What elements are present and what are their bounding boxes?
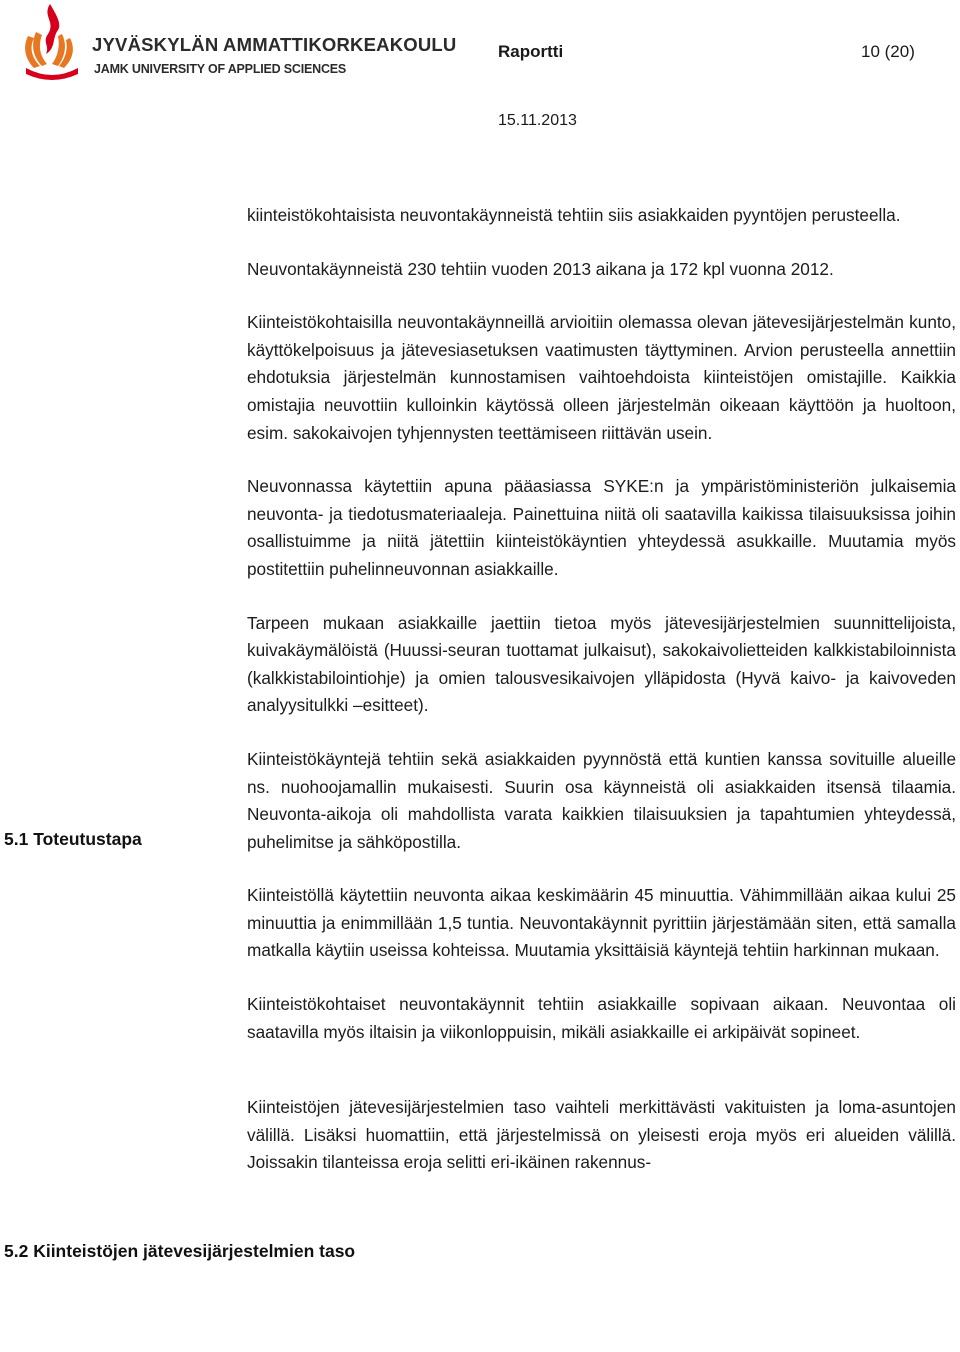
logo-line-1: JYVÄSKYLÄN AMMATTIKORKEAKOULU (92, 34, 457, 55)
logo-line-2: JAMK UNIVERSITY OF APPLIED SCIENCES (94, 62, 347, 76)
paragraph: Kiinteistöjen jätevesijärjestelmien taso vaihteli merkittävästi vakituisten ja loma-asuntojen välillä. Lisäksi huomattiin, että järjestelmissä on yleisesti eroja myös eri alueiden välillä. Joissakin tilanteissa eroja selitti eri-ikäinen rakennus- (247, 1097, 956, 1173)
paragraph: Kiinteistökäyntejä tehtiin sekä asiakkaiden pyynnöstä että kuntien kanssa sovituille alueille ns. nuohoojamallin mukaisesti. Suurin osa käynneistä oli asiakkaiden itsensä tilaamia. Neuvonta-aikoja oli mahdollista varata kaikkien tilaisuuksien ja tapahtumien yhteydessä, puhelimitse ja sähköpostilla. (247, 748, 956, 852)
paragraph: Kiinteistökohtaiset neuvontakäynnit tehtiin asiakkaille sopivaan aikaan. Neuvontaa oli saatavilla myös iltaisin ja viikonloppuisin, mikäli asiakkaille ei arkipäivät sopineet. (247, 994, 956, 1042)
jamk-logo-flame-icon (12, 2, 92, 82)
paragraph: kiinteistökohtaisista neuvontakäynneistä tehtiin siis asiakkaiden pyyntöjen perusteella. (247, 205, 901, 225)
paragraph: Tarpeen mukaan asiakkaille jaettiin tietoa myös jätevesijärjestelmien suunnittelijoista, kuivakäymälöistä (Huussi-seuran tuottamat julkaisut), sakokaivolietteiden kalkkistabiloinnista (kalkkistabilointiohje) ja omien talousvesikaivojen ylläpidosta (Hyvä kaivo- ja kaivoveden analyysitulkki –esitteet). (247, 612, 956, 716)
paragraph: Kiinteistöllä käytettiin neuvonta aikaa keskimäärin 45 minuuttia. Vähimmillään aikaa kului 25 minuuttia ja enimmillään 1,5 tuntia. Neuvontakäynnit pyrittiin järjestämään siten, että samalla matkalla käytiin useissa kohteissa. Muutamia yksittäisiä käyntejä tehtiin harkinnan mukaan. (247, 885, 956, 961)
paragraph: Neuvontakäynneistä 230 tehtiin vuoden 2013 aikana ja 172 kpl vuonna 2012. (247, 258, 834, 279)
page-number: 10 (20) (861, 42, 915, 61)
body-text (247, 202, 956, 1203)
paragraph: Neuvonnassa käytettiin apuna pääasiassa SYKE:n ja ympäristöministeriön julkaisemia neuvonta- ja tiedotusmateriaaleja. Painettuina niitä oli saatavilla kaikissa tilaisuuksissa joihin osallistuimme ja niitä jätettiin kiinteistökäyntien yhteydessä asukkaille. Muutamia myös postitettiin puhelinneuvonnan asiakkaille. (247, 476, 956, 579)
document-date: 15.11.2013 (498, 112, 577, 129)
document-type: Raportti (498, 42, 564, 61)
section-heading-5-1: 5.1 Toteutustapa (4, 829, 142, 849)
paragraph: Kiinteistökohtaisilla neuvontakäynneillä arvioitiin olemassa olevan jätevesijärjestelmän kunto, käyttökelpoisuus ja jätevesiasetuksen vaatimusten täyttyminen. Arvion perusteella annettiin ehdotuksia järjestelmän kunnostamisen vaihtoehdoista kiinteistöjen omistajille. Kaikkia omistajia neuvottiin kulloinkin käytössä olleen järjestelmän oikeaan käyttöön ja huoltoon, esim. sakokaivojen tyhjennysten teettämiseen riittävän usein. (247, 312, 956, 443)
section-heading-5-2: 5.2 Kiinteistöjen jätevesijärjestelmien taso (4, 1241, 356, 1261)
